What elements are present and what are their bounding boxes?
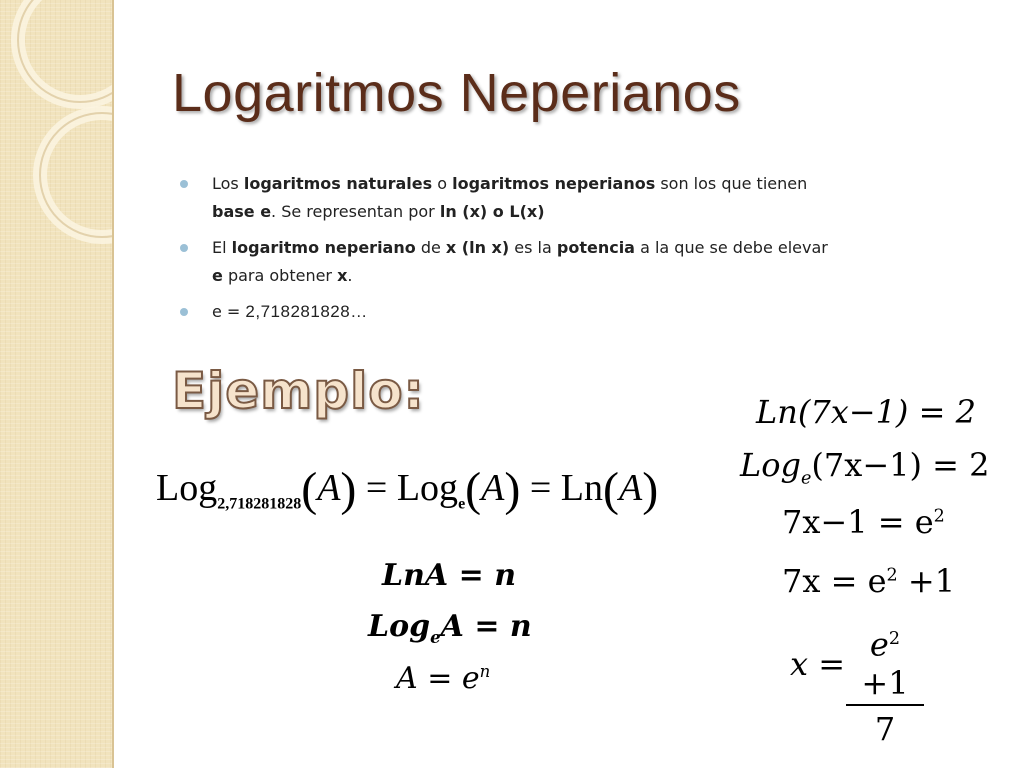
bullet-dot-icon [180,180,188,188]
equation-step-3: $7x-1 = e^2$ [782,503,945,541]
equation-step-2: Log$_e$(7x−1) = 2 [740,446,990,489]
equation-step-5-fraction [846,620,924,748]
equation-step-4: $7x = e^2 +1$ [782,562,956,600]
decorative-rings [0,0,112,768]
equation-step-5-lhs: x = [790,645,846,683]
bullet-dot-icon [180,308,188,316]
bullet-text: Los logaritmos naturales o logaritmos neperianos son los que tienen base e. Se representan por ln (x) o L(x) [212,174,808,221]
fraction-numerator: $e^2 +1$ [861,625,909,702]
bullet-item [176,234,836,290]
bullet-item [176,298,836,326]
equation-ln-a: LnA = n [382,558,517,593]
bullet-text: e = 2,718281828… [212,302,368,321]
bullet-dot-icon [180,244,188,252]
fraction-denominator: 7 [874,709,896,748]
equation-log-e-a: Log$_e$A = n [368,609,532,647]
bullet-text: El logaritmo neperiano de x (ln x) es la potencia a la que se debe elevar e para obtener x. [212,238,828,285]
e-value: 2,718281828… [245,302,368,321]
fraction-bar [846,704,924,706]
bullet-list [176,170,836,334]
equation-a-exp: $A = e^n$ [396,661,491,696]
decorative-side-band [0,0,114,768]
bullet-item [176,170,836,226]
slide-title: Logaritmos Neperianos [172,63,741,123]
example-heading: Ejemplo: [172,362,425,420]
equation-log-equivalence: Log$_{2,718281828}$(A) = Log$_e$(A) = Ln(A) [156,463,659,516]
equation-step-1: Ln(7x−1) = 2 [756,393,976,431]
